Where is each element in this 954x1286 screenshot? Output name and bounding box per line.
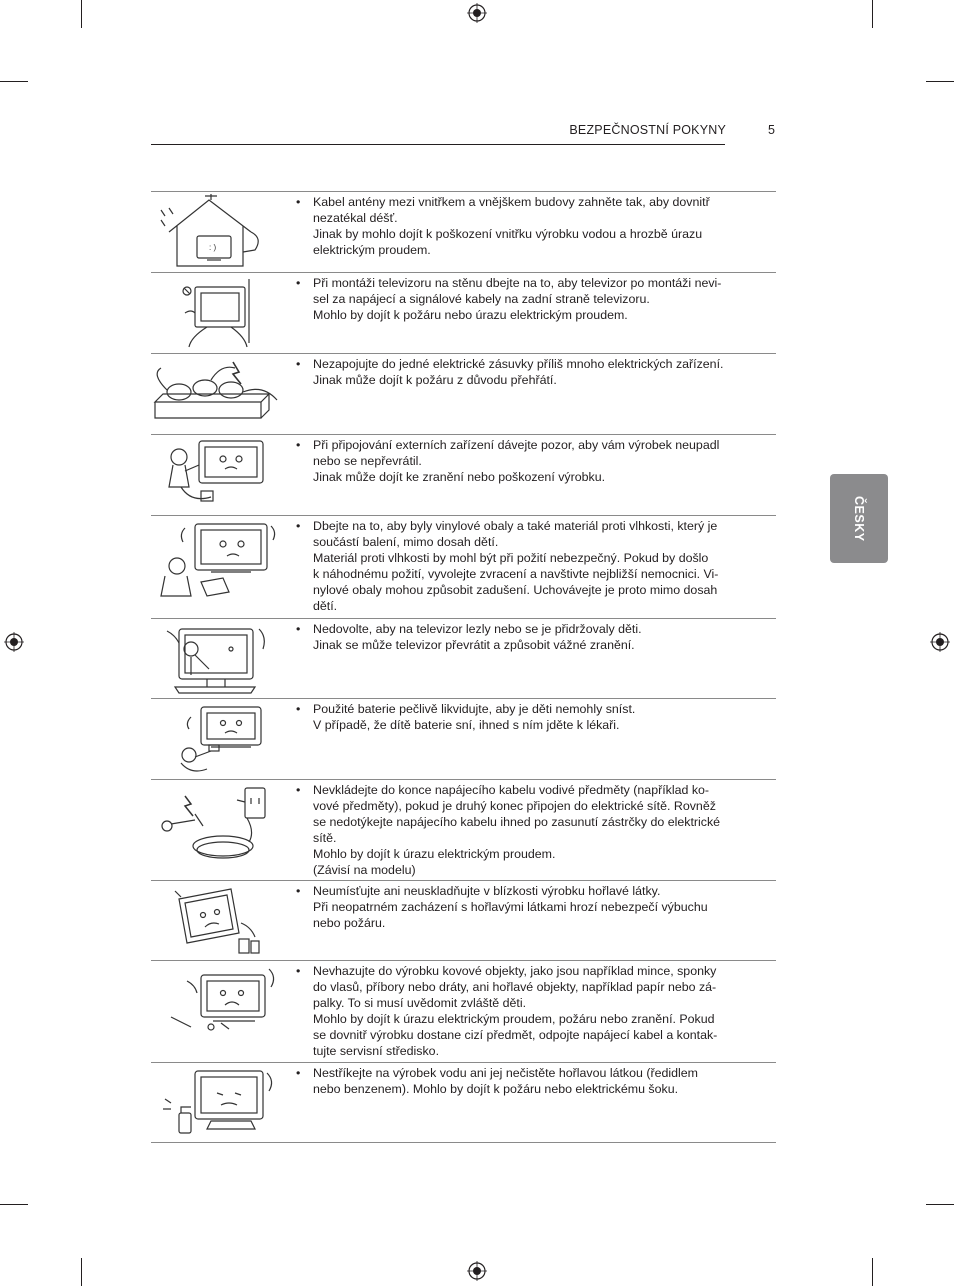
text-line: Jinak by mohlo dojít k poškození vnitřku výrobku vodou a hrozbě úrazu [313,226,703,241]
crop-mark [81,0,82,28]
metal-objects-tv-icon [151,961,281,1061]
crop-mark [926,81,954,82]
spray-cleaner-tv-icon [151,1063,281,1143]
instruction-row [151,779,776,880]
text-line: tujte servisní středisko. [313,1043,440,1058]
instruction-row [151,1062,776,1143]
header-divider [151,144,725,145]
text-line: Nestříkejte na výrobek vodu ani jej nečistěte hořlavou látkou (ředidlem [313,1066,698,1080]
text-line: Dbejte na to, aby byly vinylové obaly a také materiál proti vlhkosti, který je [313,519,718,533]
text-line: palky. To si musí uvědomit zvláště děti. [313,995,527,1010]
text-line: Použité baterie pečlivě likvidujte, aby je děti nemohly sníst. [313,702,636,716]
crop-mark [0,81,28,82]
instruction-text [296,884,753,932]
text-line: Jinak může dojít k požáru z důvodu přehřátí. [313,372,557,387]
bullet: • [296,964,301,978]
svg-text:: ): : ) [209,243,217,252]
instruction-text [296,519,753,614]
bullet: • [296,783,301,797]
text-line: nebo benzenem). Mohlo by dojít k požáru nebo elektrickému šoku. [313,1081,679,1096]
registration-mark-icon [4,632,24,652]
instruction-text [296,1066,753,1098]
text-line: sel za napájecí a signálové kabely na zadní straně televizoru. [313,291,650,306]
bullet: • [296,195,301,209]
text-line: Při připojování externích zařízení dávejte pozor, aby vám výrobek neupadl [313,438,720,452]
crop-mark [81,1258,82,1286]
instruction-text [296,783,753,878]
text-line: Jinak může dojít ke zranění nebo poškození výrobku. [313,469,606,484]
instruction-text [296,195,753,259]
text-line: nezatékal déšť. [313,210,398,225]
instruction-row [151,618,776,698]
text-line: (Závisí na modelu) [313,862,416,877]
child-battery-icon [151,699,281,779]
text-line: Mohlo by dojít k požáru nebo úrazu elektrickým proudem. [313,307,628,322]
text-line: elektrickým proudem. [313,242,431,257]
power-plug-conductive-icon [151,780,281,880]
text-line: se dovnitř výrobku dostane cizí předmět, odpojte napájecí kabel a kontak- [313,1027,718,1042]
safety-instructions-table [151,191,776,1143]
bullet: • [296,702,301,716]
child-climbing-tv-icon [151,619,281,699]
text-line: Neumísťujte ani neuskladňujte v blízkosti výrobku hořlavé látky. [313,884,661,898]
text-line: Jinak se může televizor převrátit a způsobit vážné zranění. [313,637,635,652]
crop-mark [872,1258,873,1286]
text-line: Při montáži televizoru na stěnu dbejte na to, aby televizor po montáži nevi- [313,276,722,290]
bullet: • [296,357,301,371]
text-line: nylové obaly mohou způsobit zadušení. Uchovávejte je proto mimo dosah [313,582,718,597]
flammable-near-tv-icon [151,881,281,961]
instruction-text [296,702,753,734]
instruction-row [151,353,776,434]
overloaded-socket-icon [151,354,281,434]
bullet: • [296,519,301,533]
text-line: Mohlo by dojít k úrazu elektrickým proudem, požáru nebo zranění. Pokud [313,1011,715,1026]
section-title: BEZPEČNOSTNÍ POKYNY [569,123,726,137]
instruction-text [296,276,753,324]
instruction-text [296,622,753,654]
text-line: nebo se nepřevrátil. [313,453,422,468]
text-line: sítě. [313,830,337,845]
bullet: • [296,884,301,898]
bullet: • [296,276,301,290]
text-line: Nedovolte, aby na televizor lezly nebo se je přidržovaly děti. [313,622,642,636]
instruction-row [151,434,776,515]
house-antenna-cable-icon [151,192,281,272]
bullet: • [296,438,301,452]
text-line: Při neopatrném zacházení s hořlavými látkami hrozí nebezpečí výbuchu [313,899,708,914]
instruction-text [296,357,753,389]
instruction-row [151,698,776,779]
text-line: nebo požáru. [313,915,386,930]
language-tab-label: ČESKY [852,495,866,542]
text-line: k náhodnému požití, vyvolejte zvracení a navštivte nejbližší nemocnici. Vi- [313,566,719,581]
text-line: dětí. [313,598,338,613]
wall-mount-cables-icon [151,273,281,353]
instruction-row [151,272,776,353]
text-line: součástí balení, mimo dosah dětí. [313,534,499,549]
registration-mark-icon [467,3,487,23]
instruction-text [296,964,753,1059]
crop-mark [926,1204,954,1205]
language-tab [830,474,888,563]
bullet: • [296,622,301,636]
child-plastic-bag-icon [151,516,281,616]
instruction-row [151,515,776,618]
bullet: • [296,1066,301,1080]
instruction-text [296,438,753,486]
instruction-row [151,191,776,272]
crop-mark [0,1204,28,1205]
text-line: Nezapojujte do jedné elektrické zásuvky příliš mnoho elektrických zařízení. [313,357,724,371]
text-line: Nevkládejte do konce napájecího kabelu vodivé předměty (například ko- [313,783,710,797]
registration-mark-icon [930,632,950,652]
text-line: Kabel antény mezi vnitřkem a vnějškem budovy zahněte tak, aby dovnitř [313,195,710,209]
instruction-row [151,960,776,1062]
child-pulling-cable-icon [151,435,281,515]
text-line: Nevhazujte do výrobku kovové objekty, jako jsou například mince, sponky [313,964,717,978]
crop-mark [872,0,873,28]
text-line: do vlasů, příbory nebo dráty, ani hořlavé objekty, například papír nebo zá- [313,979,717,994]
instruction-row [151,880,776,960]
text-line: vové předměty), pokud je druhý konec připojen do elektrické sítě. Rovněž [313,798,716,813]
page-number: 5 [768,123,775,137]
registration-mark-icon [467,1261,487,1281]
text-line: V případě, že dítě baterie sní, ihned s ním jděte k lékaři. [313,717,620,732]
text-line: Materiál proti vlhkosti by mohl být při požití nebezpečný. Pokud by došlo [313,550,709,565]
text-line: se nedotýkejte napájecího kabelu ihned po zasunutí zástrčky do elektrické [313,814,721,829]
text-line: Mohlo by dojít k úrazu elektrickým proudem. [313,846,556,861]
